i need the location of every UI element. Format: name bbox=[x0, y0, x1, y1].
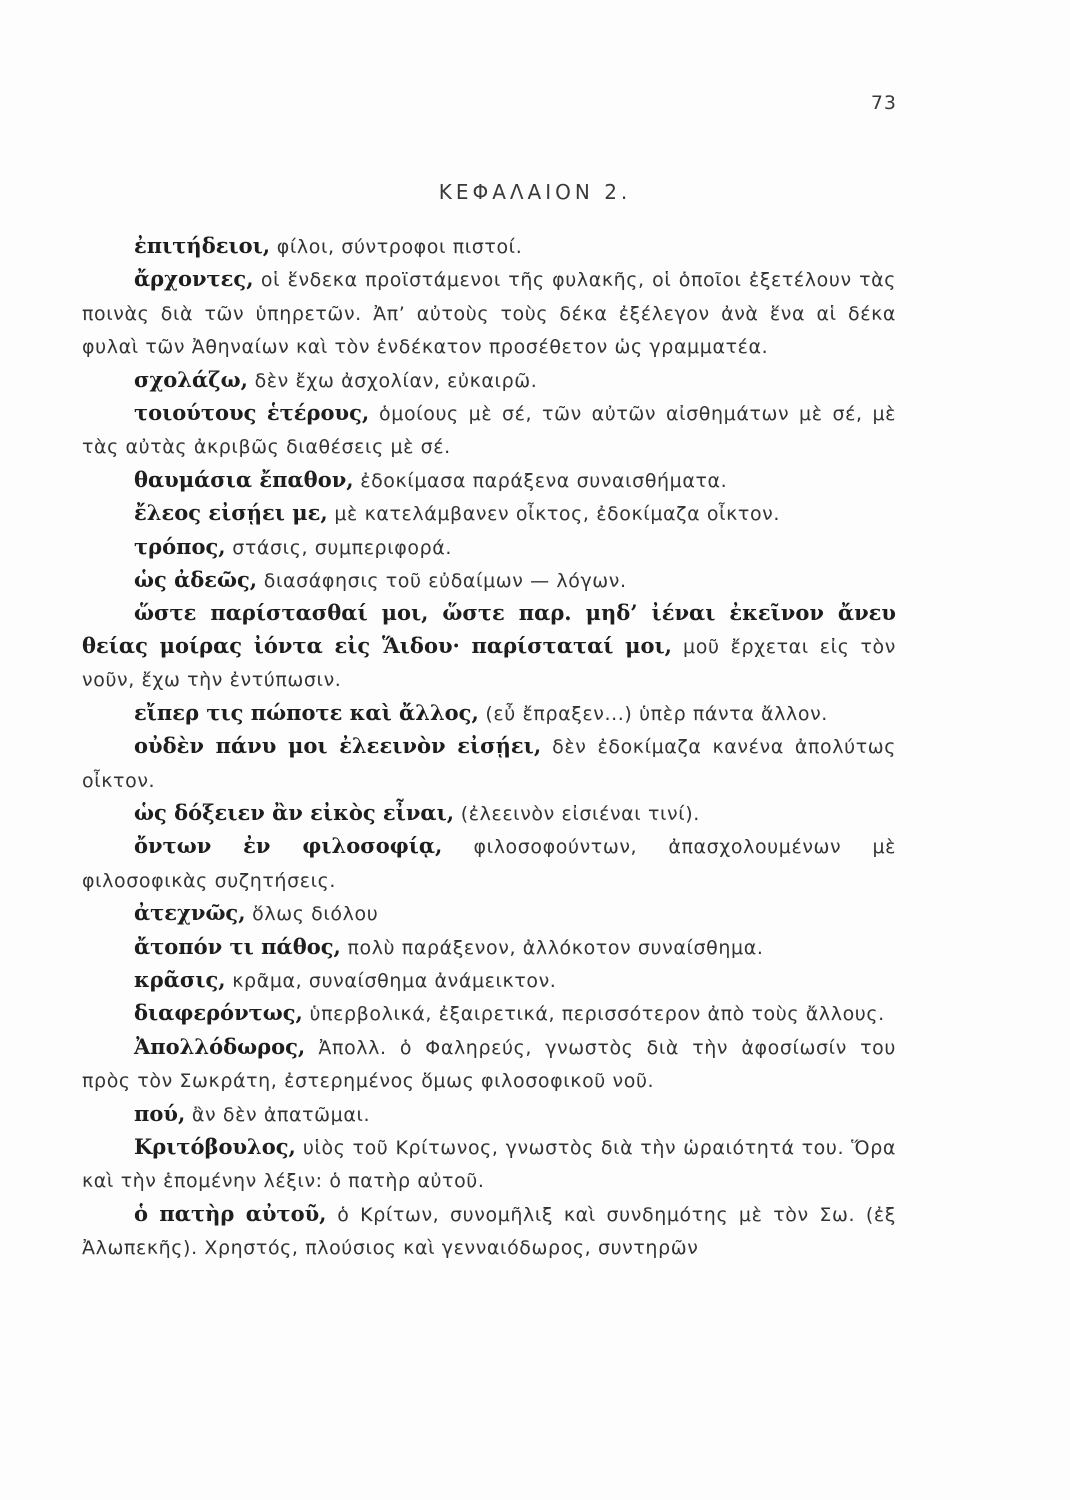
entry-gloss: φιλοσοφούντων, ἀπασχολουμένων μὲ φιλοσοφικὰς συζητήσεις. bbox=[82, 836, 897, 892]
entry-term: διαφερόντως, bbox=[134, 1000, 303, 1026]
glossary-entry bbox=[82, 464, 896, 497]
entry-gloss: (ἐλεεινὸν εἰσιέναι τινί). bbox=[454, 802, 700, 825]
entry-gloss: (εὖ ἔπραξεν...) ὑπὲρ πάντα ἄλλον. bbox=[478, 702, 828, 725]
entry-term: Κριτόβουλος, bbox=[134, 1133, 296, 1159]
entry-gloss: φίλοι, σύντροφοι πιστοί. bbox=[270, 236, 523, 258]
glossary-entry bbox=[82, 230, 896, 263]
entry-gloss: ὁ Κρίτων, συνομῆλιξ καὶ συνδημότης μὲ τὸν Σω. (ἐξ Ἀλωπεκῆς). Χρηστός, πλούσιος καὶ γενναιόδωρος, συντηρῶν bbox=[82, 1203, 896, 1260]
entry-gloss: πολὺ παράξενον, ἀλλόκοτον συναίσθημα. bbox=[340, 936, 764, 959]
glossary-entry bbox=[82, 931, 896, 964]
glossary-entry bbox=[82, 697, 896, 730]
entry-gloss: δὲν ἐδοκίμαζα κανένα ἀπολύτως οἶκτον. bbox=[82, 736, 896, 792]
entry-term: ὡς δόξειεν ἂν εἰκὸς εἶναι, bbox=[134, 799, 455, 825]
glossary-entry bbox=[82, 597, 896, 696]
glossary-entry bbox=[82, 964, 896, 997]
glossary-entry bbox=[82, 364, 896, 397]
glossary-entry bbox=[82, 797, 896, 830]
entry-gloss: στάσις, συμπεριφορά. bbox=[225, 536, 453, 559]
entry-term: οὐδὲν πάνυ μοι ἐλεεινὸν εἰσῄει, bbox=[134, 733, 542, 759]
entry-term: θαυμάσια ἔπαθον, bbox=[134, 466, 354, 492]
glossary-entry bbox=[82, 1131, 896, 1198]
chapter-heading: ΚΕΦΑΛΑΙΟΝ 2. bbox=[438, 180, 632, 204]
entry-term: τοιούτους ἑτέρους, bbox=[134, 400, 370, 426]
glossary-entry bbox=[82, 1098, 896, 1131]
entry-term: ὥστε παρίστασθαί μοι, ὥστε παρ. μηδ’ ἰέναι ἐκεῖνον ἄνευ θείας μοίρας ἰόντα εἰς Ἅιδου· παρίσταταί μοι, bbox=[82, 600, 896, 658]
entry-term: κρᾶσις, bbox=[134, 966, 226, 992]
entry-gloss: ἐδοκίμασα παράξενα συναισθήματα. bbox=[353, 469, 728, 492]
glossary-entry bbox=[82, 897, 896, 930]
entry-term: ἀτεχνῶς, bbox=[134, 900, 246, 926]
entry-term: ὁ πατὴρ αὐτοῦ, bbox=[134, 1200, 327, 1226]
entry-term: σχολάζω, bbox=[134, 366, 248, 392]
entry-gloss: υἱὸς τοῦ Κρίτωνος, γνωστὸς διὰ τὴν ὡραιότητά του. Ὅρα καὶ τὴν ἑπομένην λέξιν: ὁ πατὴρ αὐτοῦ. bbox=[82, 1136, 896, 1193]
entry-term: εἴπερ τις πώποτε καὶ ἄλλος, bbox=[134, 699, 479, 725]
glossary-entry bbox=[82, 1198, 896, 1265]
entry-gloss: μὲ κατελάμβανεν οἶκτος, ἐδοκίμαζα οἶκτον. bbox=[327, 503, 781, 526]
entry-gloss: ἂν δὲν ἀπατῶμαι. bbox=[185, 1103, 371, 1126]
glossary-entry bbox=[82, 531, 896, 564]
entry-gloss: δὲν ἔχω ἀσχολίαν, εὐκαιρῶ. bbox=[247, 369, 538, 392]
entry-term: πού, bbox=[134, 1100, 186, 1126]
glossary-entry bbox=[82, 263, 896, 363]
glossary-entry bbox=[82, 397, 896, 464]
entry-term: ἄτοπόν τι πάθος, bbox=[134, 933, 341, 959]
glossary-entry bbox=[82, 497, 896, 530]
glossary-entry bbox=[82, 997, 896, 1030]
entry-term: ὄντων ἐν φιλοσοφίᾳ, bbox=[134, 833, 443, 859]
entry-term: τρόπος, bbox=[134, 533, 226, 559]
entry-gloss: ὅλως διόλου bbox=[245, 903, 379, 926]
entry-gloss: ὁμοίους μὲ σέ, τῶν αὐτῶν αἰσθημάτων μὲ σέ, μὲ τὰς αὐτὰς ἀκριβῶς διαθέσεις μὲ σέ. bbox=[82, 403, 897, 459]
entry-gloss: ὑπερβολικά, ἐξαιρετικά, περισσότερον ἀπὸ τοὺς ἄλλους. bbox=[302, 1003, 885, 1026]
glossary-entry bbox=[82, 830, 896, 897]
glossary-entry bbox=[82, 564, 896, 597]
entry-term: ὡς ἀδεῶς, bbox=[134, 567, 258, 593]
entry-term: ἄρχοντες, bbox=[134, 266, 254, 292]
entry-term: Ἀπολλόδωρος, bbox=[134, 1033, 306, 1059]
glossary-entry bbox=[82, 1031, 896, 1098]
entry-term: ἐπιτήδειοι, bbox=[134, 233, 271, 258]
entry-gloss: μοῦ ἔρχεται εἰς τὸν νοῦν, ἔχω τὴν ἐντύπωσιν. bbox=[82, 635, 896, 692]
glossary-entry bbox=[82, 730, 896, 797]
entry-gloss: κρᾶμα, συναίσθημα ἀνάμεικτον. bbox=[225, 969, 557, 992]
glossary-entries bbox=[82, 230, 896, 1265]
entry-gloss: οἱ ἕνδεκα προϊστάμενοι τῆς φυλακῆς, οἱ ὁποῖοι ἐξετέλουν τὰς ποινὰς διὰ τῶν ὑπηρετῶν. Ἀπ’ αὐτοὺς τοὺς δέκα ἐξέλεγον ἀνὰ ἕνα αἱ δέκα φυλαὶ τῶν Ἀθηναίων καὶ τὸν ἑνδέκατον προσέθετον ὡς γραμματέα. bbox=[82, 269, 896, 359]
page-number: 73 bbox=[870, 92, 897, 114]
entry-term: ἔλεος εἰσῄει με, bbox=[134, 500, 328, 526]
entry-gloss: Ἀπολλ. ὁ Φαληρεύς, γνωστὸς διὰ τὴν ἀφοσίωσίν του πρὸς τὸν Σωκράτη, ἐστερημένος ὅμως φιλοσοφικοῦ νοῦ. bbox=[82, 1036, 896, 1093]
entry-gloss: διασάφησις τοῦ εὐδαίμων — λόγων. bbox=[257, 570, 627, 593]
